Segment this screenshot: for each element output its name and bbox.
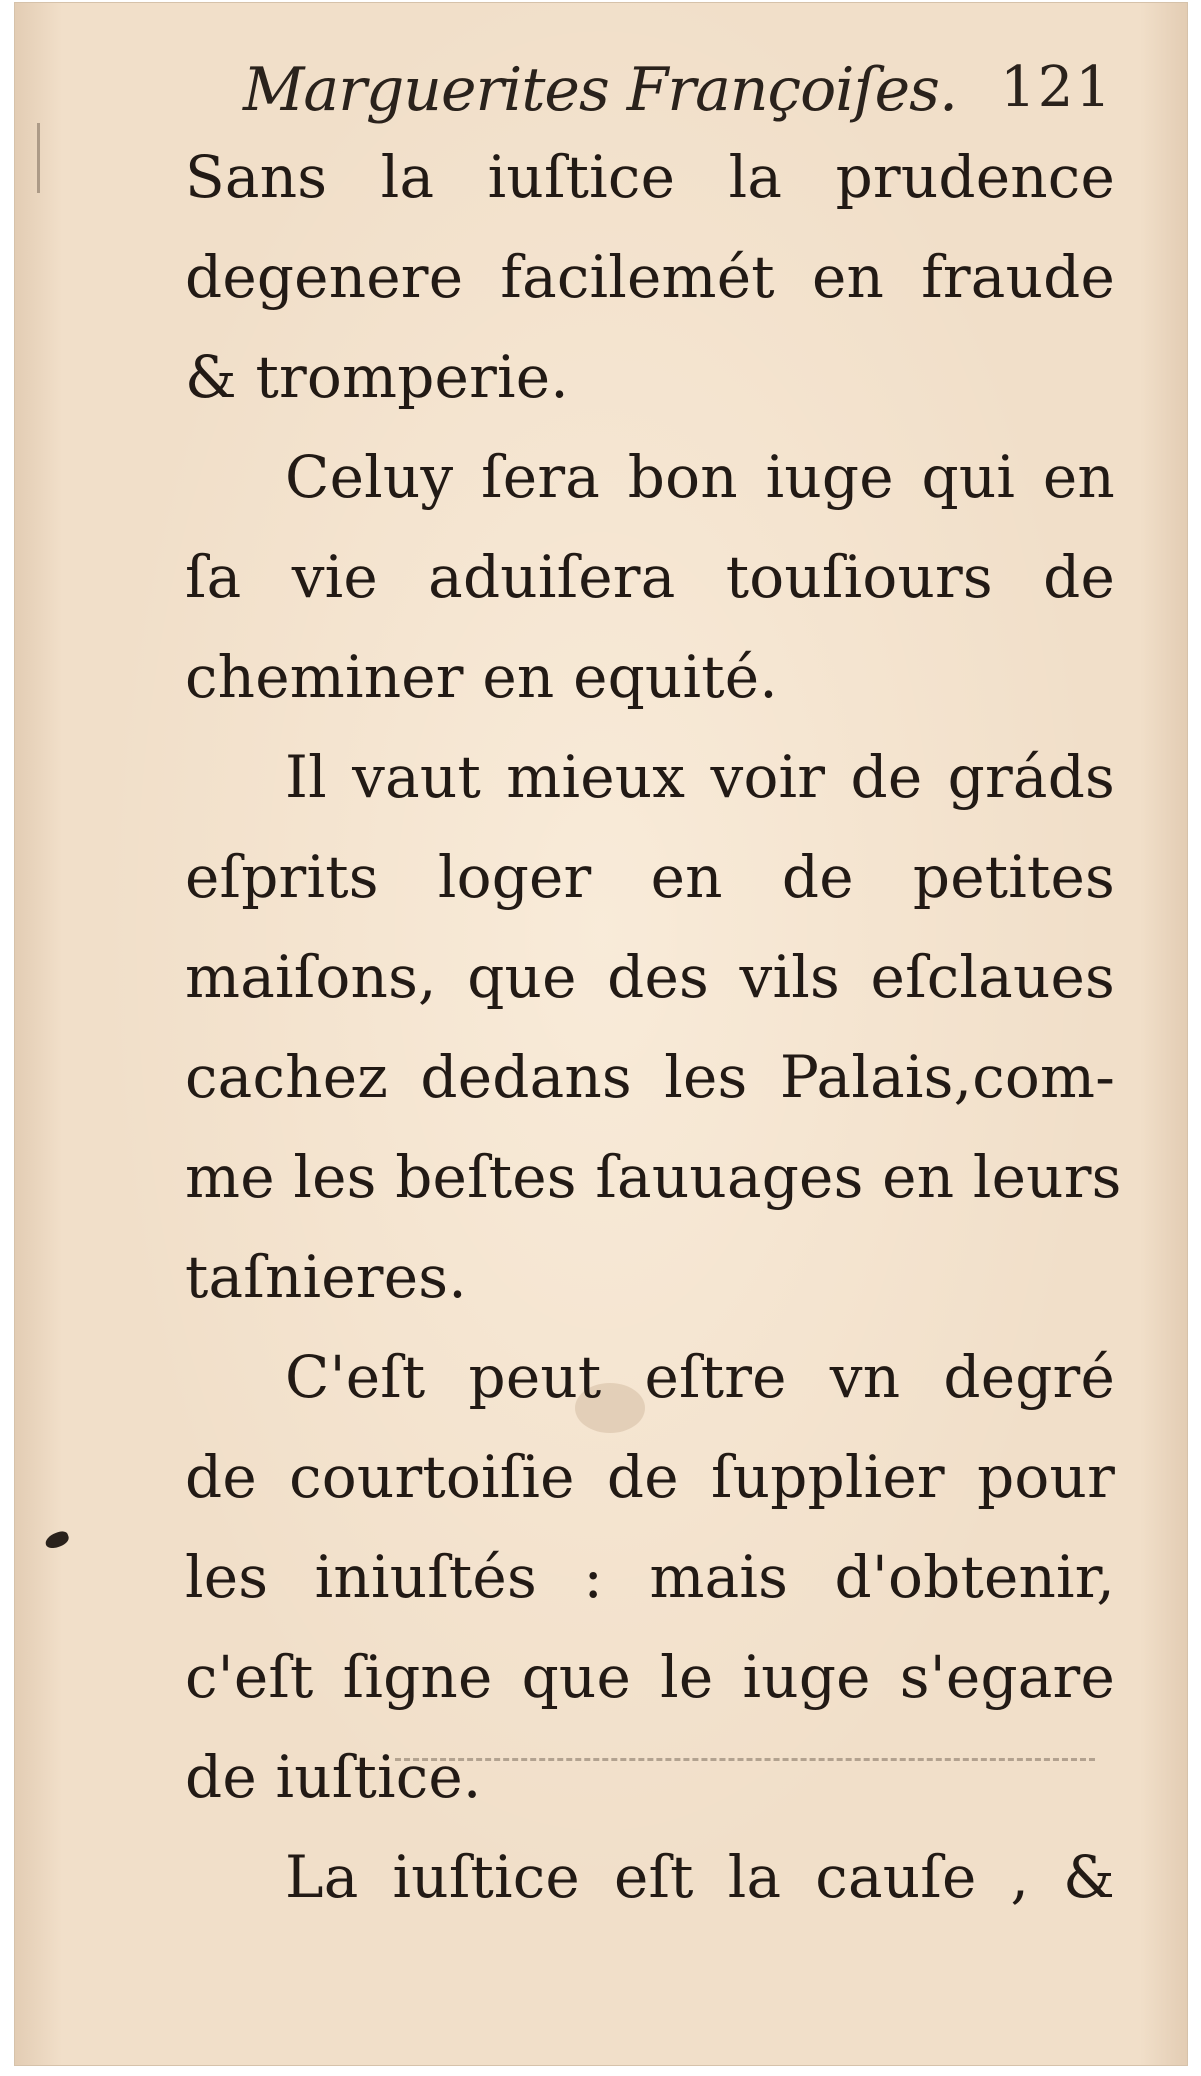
text-line: & tromperie.: [185, 343, 569, 411]
text-line: de iuſtice.: [185, 1743, 482, 1811]
running-head-title: Marguerites Françoiſes.: [243, 55, 958, 125]
margin-mark: [37, 123, 40, 193]
page-number: 121: [1000, 55, 1113, 120]
catchword-rule: [395, 1758, 1095, 1761]
text-line: La iuſtice eſt la cauſe , &: [285, 1843, 1115, 1911]
text-line: maiſons, que des vils eſclaues: [185, 943, 1115, 1011]
text-line: eſprits loger en de petites: [185, 843, 1115, 911]
text-line: Sans la iuſtice la prudence: [185, 143, 1115, 211]
text-line: me les beſtes ſauuages en leurs: [185, 1143, 1122, 1211]
text-line: degenere facilemét en fraude: [185, 243, 1115, 311]
text-line: c'eſt ſigne que le iuge s'egare: [185, 1643, 1115, 1711]
ink-blot: [43, 1529, 70, 1550]
text-line: Il vaut mieux voir de gráds: [285, 743, 1115, 811]
book-page: [14, 2, 1188, 2066]
text-line: cheminer en equité.: [185, 643, 778, 711]
text-line: ſa vie aduiſera touſiours de: [185, 543, 1115, 611]
text-line: de courtoiſie de ſupplier pour: [185, 1443, 1115, 1511]
text-line: C'eſt peut eſtre vn degré: [285, 1343, 1115, 1411]
text-line: Celuy ſera bon iuge qui en: [285, 443, 1115, 511]
running-head: [243, 55, 1113, 135]
body-text: [185, 127, 1122, 1927]
text-line: taſnieres.: [185, 1243, 467, 1311]
text-line: les iniuſtés : mais d'obtenir,: [185, 1543, 1115, 1611]
text-line: cachez dedans les Palais,com-: [185, 1043, 1115, 1111]
